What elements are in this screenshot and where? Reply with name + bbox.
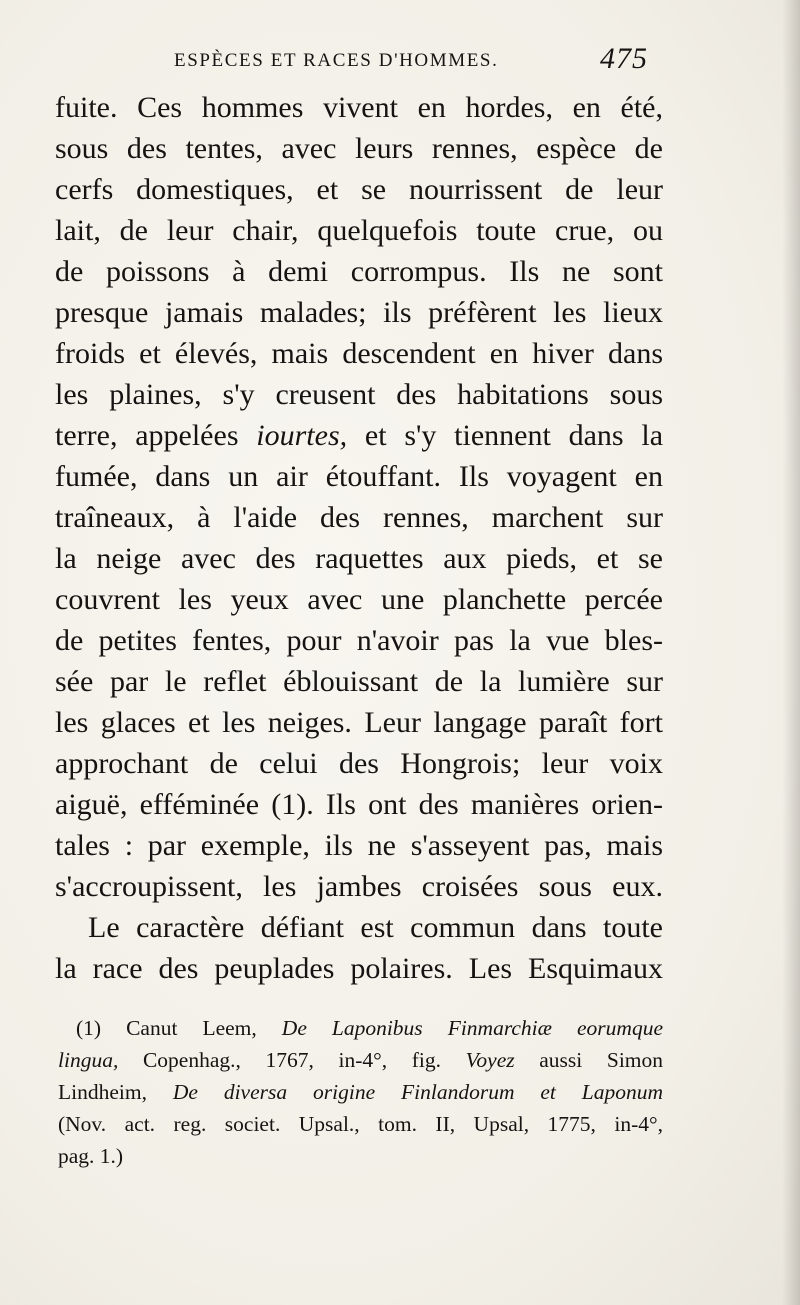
footnote xyxy=(58,1012,663,1172)
page-number: 475 xyxy=(600,42,648,75)
text-line: traîneaux, à l'aide des rennes, marchent sur xyxy=(55,501,663,534)
footnote-line xyxy=(58,1076,663,1108)
text-line: lait, de leur chair, quelquefois toute crue, ou xyxy=(55,214,663,247)
text-line: Le caractère défiant est commun dans toute xyxy=(88,911,663,944)
text-line: fumée, dans un air étouffant. Ils voyagent en xyxy=(55,460,663,493)
text-line: de petites fentes, pour n'avoir pas la vue bles- xyxy=(55,624,663,657)
text-line: les glaces et les neiges. Leur langage paraît fort xyxy=(55,706,663,739)
footnote-voyez: Voyez xyxy=(465,1048,515,1072)
running-title: ESPÈCES ET RACES D'HOMMES. xyxy=(174,50,499,71)
footnote-line: (Nov. act. reg. societ. Upsal., tom. II, Upsal, 1775, in-4°, xyxy=(58,1112,663,1136)
footnote-line xyxy=(58,1044,663,1076)
text-line: cerfs domestiques, et se nourrissent de leur xyxy=(55,173,663,206)
footnote-line: pag. 1.) xyxy=(58,1144,124,1168)
text-line: aiguë, efféminée (1). Ils ont des manières orien- xyxy=(55,788,663,821)
text-line: sous des tentes, avec leurs rennes, espèce de xyxy=(55,132,663,165)
text-line xyxy=(55,415,663,456)
running-head xyxy=(0,42,800,82)
footnote-text: aussi Simon xyxy=(539,1048,664,1072)
text-line: de poissons à demi corrompus. Ils ne sont xyxy=(55,255,663,288)
footnote-marker: (1) xyxy=(76,1016,102,1040)
text-line: couvrent les yeux avec une planchette percée xyxy=(55,583,663,616)
text-line: sée par le reflet éblouissant de la lumière sur xyxy=(55,665,663,698)
text-line: fuite. Ces hommes vivent en hordes, en été, xyxy=(55,91,663,124)
text-fragment: et s'y tiennent dans la xyxy=(364,419,664,452)
italic-term: iourtes, xyxy=(256,419,348,452)
text-line: la neige avec des raquettes aux pieds, et se xyxy=(55,542,663,575)
body-text xyxy=(55,87,663,989)
text-line: les plaines, s'y creusent des habitations sous xyxy=(55,378,663,411)
footnote-line xyxy=(58,1012,663,1044)
text-line: s'accroupissent, les jambes croisées sous eux. xyxy=(55,870,663,903)
text-fragment: terre, appelées xyxy=(55,419,239,452)
footnote-title: lingua, xyxy=(58,1048,119,1072)
text-line: presque jamais malades; ils préfèrent les lieux xyxy=(55,296,663,329)
text-line: froids et élevés, mais descendent en hiver dans xyxy=(55,337,663,370)
footnote-author: Canut Leem, xyxy=(126,1016,257,1040)
text-line: approchant de celui des Hongrois; leur voix xyxy=(55,747,663,780)
footnote-author: Lindheim, xyxy=(58,1080,147,1104)
footnote-publication: Copenhag., 1767, in-4°, fig. xyxy=(142,1048,442,1072)
footnote-title: De diversa origine Finlandorum et Laponum xyxy=(172,1080,663,1104)
footnote-title: De Laponibus Finmarchiæ eorumque xyxy=(281,1016,663,1040)
text-line: tales : par exemple, ils ne s'asseyent pas, mais xyxy=(55,829,663,862)
text-line: la race des peuplades polaires. Les Esquimaux xyxy=(55,952,663,985)
page-edge-shadow xyxy=(782,0,800,1305)
